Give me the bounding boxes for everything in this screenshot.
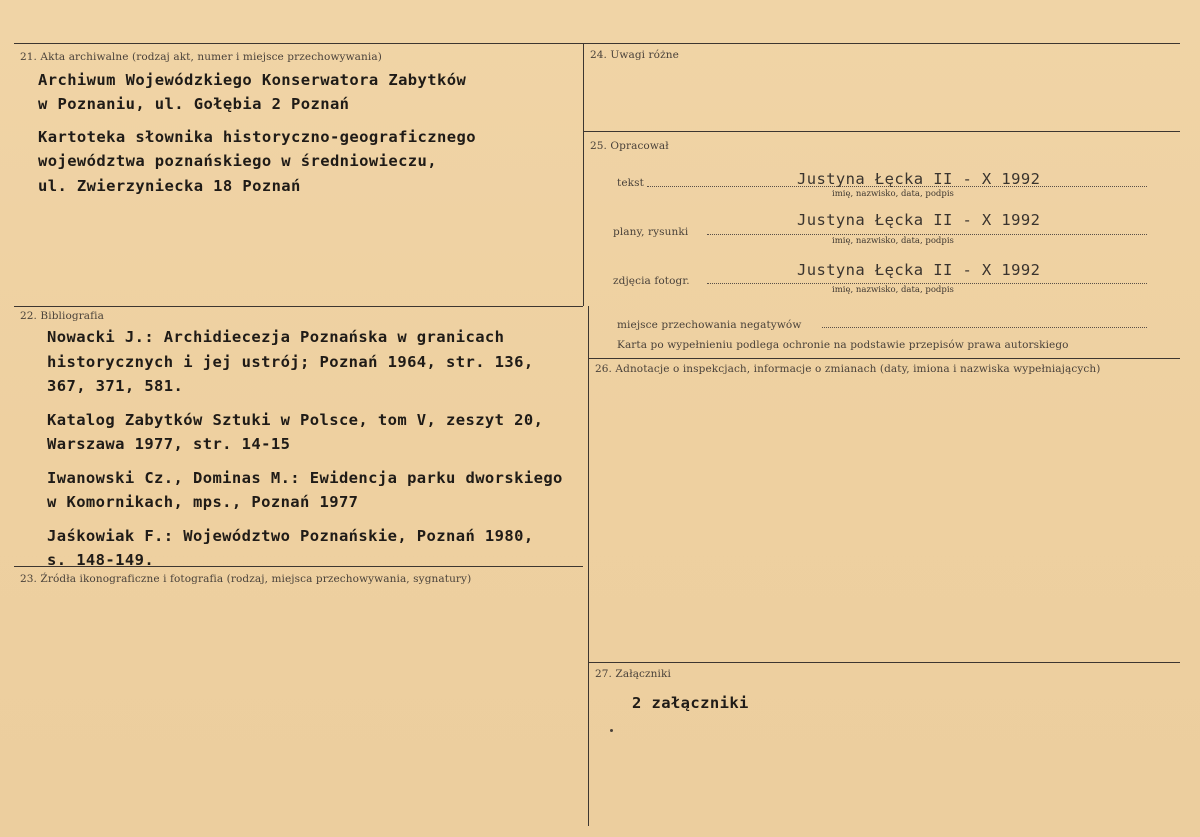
row-tekst-label: tekst: [617, 177, 644, 189]
section-24-label: 24. Uwagi różne: [590, 49, 679, 61]
ink-speck: [610, 729, 613, 732]
row-plany-caption: imię, nazwisko, data, podpis: [832, 236, 954, 246]
s21-line-5: ul. Zwierzyniecka 18 Poznań: [38, 177, 301, 195]
row-zdjecia-caption: imię, nazwisko, data, podpis: [832, 285, 954, 295]
section-22-label: 22. Bibliografia: [20, 310, 104, 322]
rule-25-26: [588, 358, 1180, 359]
row-zdjecia-value: Justyna Łęcka II - X 1992: [797, 261, 1041, 279]
s22-line-9: s. 148-149.: [47, 551, 155, 569]
s21-line-2: w Poznaniu, ul. Gołębia 2 Poznań: [38, 95, 350, 113]
row-plany-label: plany, rysunki: [613, 226, 689, 238]
section-26-label: 26. Adnotacje o inspekcjach, informacje o zmianach (daty, imiona i nazwiska wypełniających): [595, 363, 1101, 375]
row-plany-dotline: [707, 234, 1147, 235]
copyright-note: Karta po wypełnieniu podlega ochronie na podstawie przepisów prawa autorskiego: [617, 339, 1069, 351]
negatives-label: miejsce przechowania negatywów: [617, 319, 802, 331]
section-23-label: 23. Źródła ikonograficzne i fotografia (rodzaj, miejsca przechowywania, sygnatury): [20, 573, 472, 585]
column-divider-lower: [588, 306, 589, 826]
section-21-label: 21. Akta archiwalne (rodzaj akt, numer i miejsce przechowywania): [20, 51, 382, 63]
s22-line-4: Katalog Zabytków Sztuki w Polsce, tom V, zeszyt 20,: [47, 411, 544, 429]
negatives-dotline: [822, 327, 1147, 328]
s22-line-1: Nowacki J.: Archidiecezja Poznańska w granicach: [47, 328, 505, 346]
rule-24-25: [583, 131, 1180, 132]
row-zdjecia-label: zdjęcia fotogr.: [613, 275, 690, 287]
s22-line-2: historycznych i jej ustrój; Poznań 1964, str. 136,: [47, 353, 534, 371]
s22-line-3: 367, 371, 581.: [47, 377, 184, 395]
s22-line-6: Iwanowski Cz., Dominas M.: Ewidencja parku dworskiego: [47, 469, 563, 487]
row-tekst-value: Justyna Łęcka II - X 1992: [797, 170, 1041, 188]
s22-line-5: Warszawa 1977, str. 14-15: [47, 435, 291, 453]
s21-line-3: Kartoteka słownika historyczno-geograficznego: [38, 128, 476, 146]
s21-line-1: Archiwum Wojewódzkiego Konserwatora Zabytków: [38, 71, 467, 89]
s22-line-7: w Komornikach, mps., Poznań 1977: [47, 493, 359, 511]
section-25-label: 25. Opracował: [590, 140, 669, 152]
attachments-value: 2 załączniki: [632, 694, 749, 712]
s21-line-4: województwa poznańskiego w średniowieczu,: [38, 152, 438, 170]
row-tekst-caption: imię, nazwisko, data, podpis: [832, 189, 954, 199]
row-plany-value: Justyna Łęcka II - X 1992: [797, 211, 1041, 229]
column-divider: [583, 43, 584, 306]
row-zdjecia-dotline: [707, 283, 1147, 284]
s22-line-8: Jaśkowiak F.: Województwo Poznańskie, Poznań 1980,: [47, 527, 534, 545]
section-27-label: 27. Załączniki: [595, 668, 671, 680]
rule-26-27: [588, 662, 1180, 663]
top-rule: [14, 43, 1180, 44]
rule-21-22: [14, 306, 583, 307]
